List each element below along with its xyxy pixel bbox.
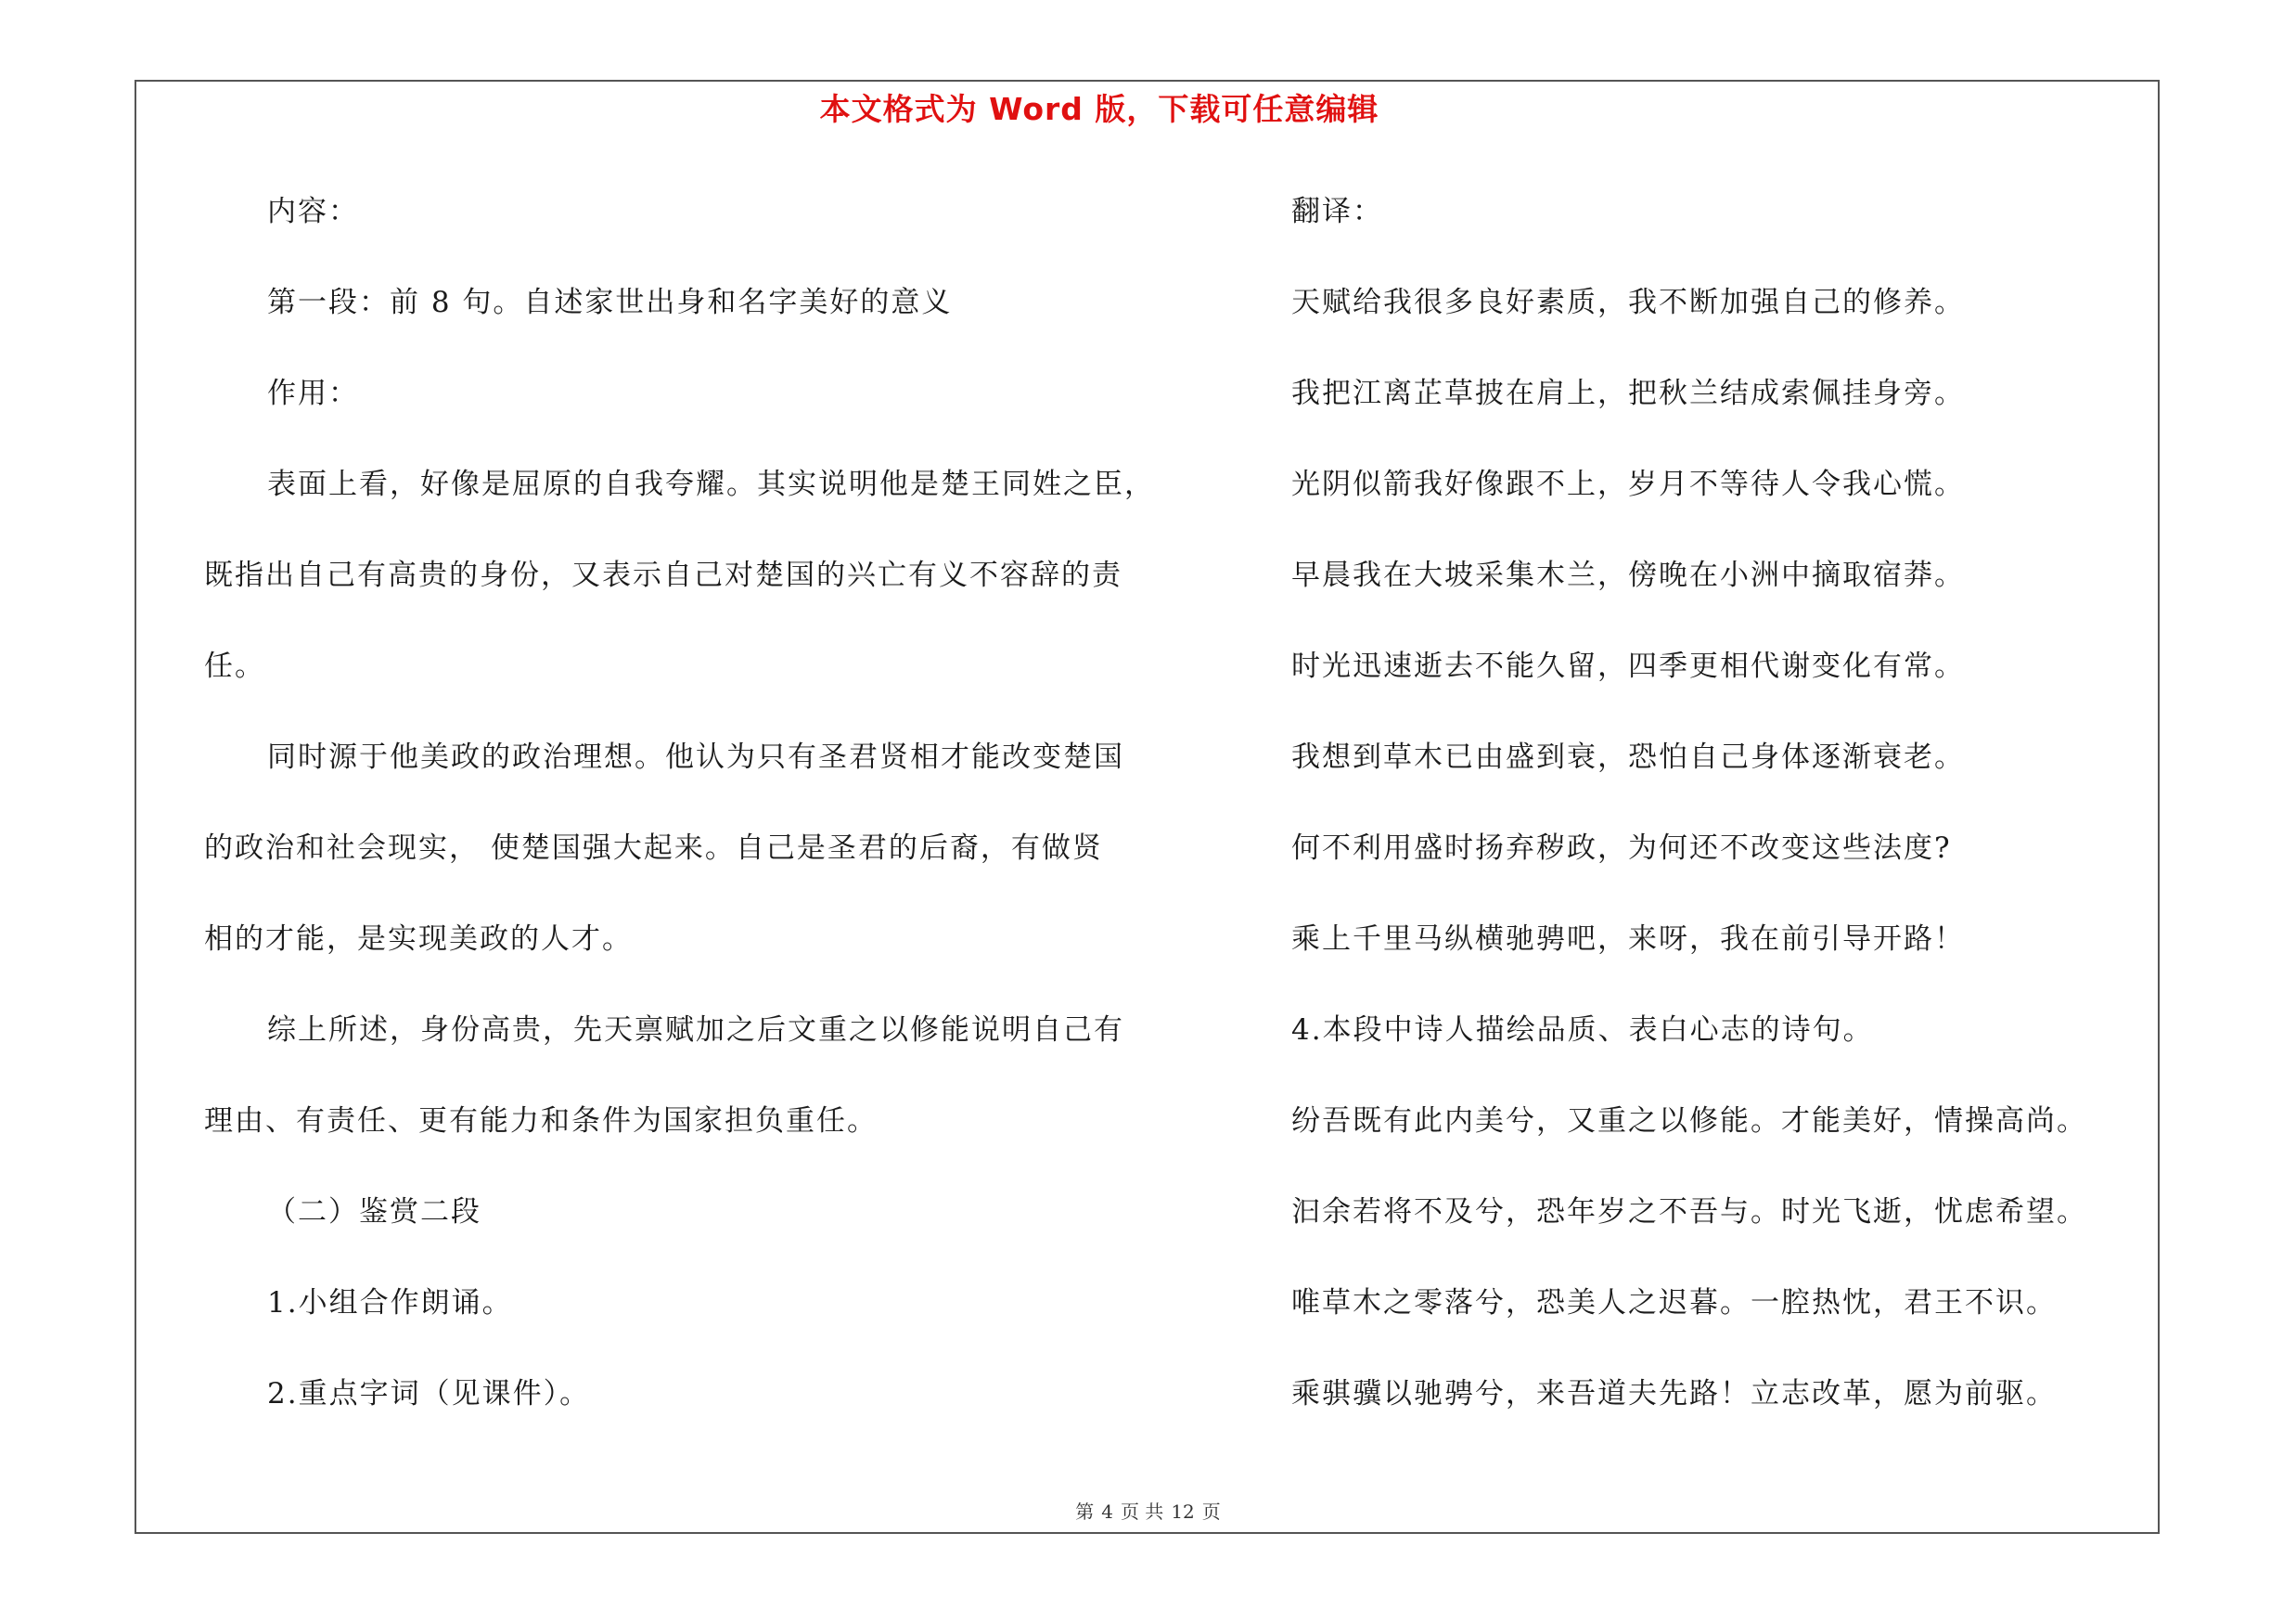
- left-line-10: 综上所述，身份高贵，先天禀赋加之后文重之以修能说明自己有: [267, 1013, 1124, 1047]
- right-line-12: 汩余若将不及兮，恐年岁之不吾与。时光飞逝，忧虑希望。: [1291, 1195, 2087, 1229]
- footer-prefix: 第: [1075, 1501, 1095, 1523]
- left-line-11: 理由、有责任、更有能力和条件为国家担负重任。: [204, 1104, 878, 1138]
- left-line-13: 1.小组合作朗诵。: [267, 1286, 513, 1320]
- footer-total-pages: 12: [1171, 1501, 1195, 1523]
- right-line-6: 时光迅速逝去不能久留，四季更相代谢变化有常。: [1291, 650, 1965, 683]
- left-line-9: 相的才能，是实现美政的人才。: [204, 922, 633, 956]
- right-line-8: 何不利用盛时扬弃秽政，为何还不改变这些法度?: [1291, 831, 1952, 865]
- right-line-5: 早晨我在大坡采集木兰，傍晚在小洲中摘取宿莽。: [1291, 559, 1965, 592]
- banner-notice: 本文格式为 Word 版，下载可任意编辑: [819, 91, 1379, 127]
- left-line-8: 的政治和社会现实， 使楚国强大起来。自己是圣君的后裔，有做贤: [204, 831, 1103, 865]
- right-line-13: 唯草木之零落兮，恐美人之迟暮。一腔热忱，君王不识。: [1291, 1286, 2057, 1320]
- left-line-4: 表面上看，好像是屈原的自我夸耀。其实说明他是楚王同姓之臣，: [267, 468, 1155, 501]
- right-line-14: 乘骐骥以驰骋兮，来吾道夫先路！立志改革，愿为前驱。: [1291, 1377, 2057, 1410]
- right-line-7: 我想到草木已由盛到衰，恐怕自己身体逐渐衰老。: [1291, 741, 1965, 774]
- right-line-4: 光阴似箭我好像跟不上，岁月不等待人令我心慌。: [1291, 468, 1965, 501]
- right-line-10: 4.本段中诗人描绘品质、表白心志的诗句。: [1291, 1013, 1874, 1047]
- left-line-3: 作用：: [267, 377, 359, 410]
- left-line-5: 既指出自己有高贵的身份，又表示自己对楚国的兴亡有义不容辞的责: [204, 559, 1122, 592]
- left-line-12: （二）鉴赏二段: [267, 1195, 481, 1229]
- page-footer: [0, 1497, 2296, 1524]
- right-line-9: 乘上千里马纵横驰骋吧，来呀，我在前引导开路！: [1291, 922, 1965, 956]
- right-line-11: 纷吾既有此内美兮，又重之以修能。才能美好，情操高尚。: [1291, 1104, 2087, 1138]
- right-line-2: 天赋给我很多良好素质，我不断加强自己的修养。: [1291, 286, 1965, 319]
- footer-page-number: 4: [1101, 1501, 1113, 1523]
- left-line-14: 2.重点字词（见课件）。: [267, 1377, 591, 1410]
- footer-middle: 页 共: [1120, 1501, 1164, 1523]
- left-line-2: 第一段：前 8 句。自述家世出身和名字美好的意义: [267, 286, 953, 319]
- left-line-7: 同时源于他美政的政治理想。他认为只有圣君贤相才能改变楚国: [267, 741, 1124, 774]
- left-line-1: 内容：: [267, 195, 359, 228]
- left-line-6: 任。: [204, 650, 265, 683]
- right-line-1: 翻译：: [1291, 195, 1383, 228]
- right-line-3: 我把江离芷草披在肩上，把秋兰结成索佩挂身旁。: [1291, 377, 1965, 410]
- footer-suffix: 页: [1201, 1501, 1221, 1523]
